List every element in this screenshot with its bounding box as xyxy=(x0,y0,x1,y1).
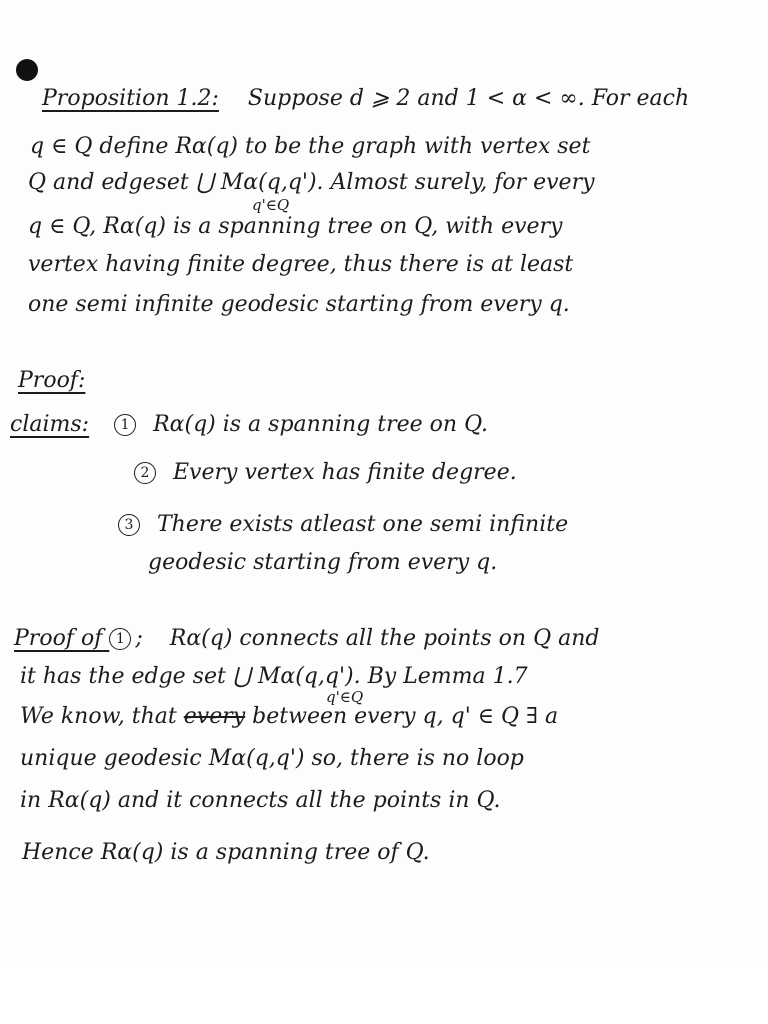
proof-of-1-union-subscript: q'∈Q xyxy=(326,688,364,706)
claim-3 xyxy=(118,512,568,538)
claims-label: claims: xyxy=(10,412,90,437)
proposition-title: Proposition 1.2: xyxy=(42,86,219,111)
proof-of-1-line-2: it has the edge set ⋃ Mα(q,q'). By Lemma 1.7 xyxy=(20,664,528,689)
claim-2-text: Every vertex has finite degree. xyxy=(173,460,517,485)
proof-of-1-line-6: Hence Rα(q) is a spanning tree of Q. xyxy=(22,840,430,865)
claim-1-text: Rα(q) is a spanning tree on Q. xyxy=(153,412,489,437)
proof-of-1-heading-colon: ; xyxy=(135,626,143,651)
claim-3-number: 3 xyxy=(118,514,140,536)
proof-of-1-line-3 xyxy=(20,704,558,730)
proposition-text-1: Suppose d ⩾ 2 and 1 < α < ∞. For each xyxy=(247,86,690,111)
proposition-line-5: vertex having finite degree, thus there is at least xyxy=(28,252,574,277)
claim-1 xyxy=(10,412,488,438)
proof-of-1-line-1 xyxy=(14,626,599,652)
proposition-line-2: q ∈ Q define Rα(q) to be the graph with vertex set xyxy=(30,134,591,159)
proof-of-1-text-3b: between every q, q' ∈ Q ∃ a xyxy=(252,704,559,729)
proof-of-1-line-4: unique geodesic Mα(q,q') so, there is no loop xyxy=(20,746,524,771)
struck-out-word: every xyxy=(183,704,246,729)
claim-2-number: 2 xyxy=(134,462,156,484)
proposition-line-1 xyxy=(42,86,689,112)
claim-3-text-a: There exists atleast one semi infinite xyxy=(157,512,569,537)
claim-1-number: 1 xyxy=(114,414,136,436)
proof-of-1-heading-number: 1 xyxy=(109,628,131,650)
binder-hole xyxy=(16,59,38,81)
proof-of-1-text-1: Rα(q) connects all the points on Q and xyxy=(169,626,600,651)
proposition-line-6: one semi infinite geodesic starting from every q. xyxy=(28,292,570,317)
page-margin-bottom xyxy=(0,968,768,1024)
proof-of-1-heading xyxy=(14,626,131,651)
claim-3-continuation: geodesic starting from every q. xyxy=(148,550,498,575)
proposition-line-4: q ∈ Q, Rα(q) is a spanning tree on Q, with every xyxy=(28,214,563,239)
proof-of-1-heading-text: Proof of xyxy=(14,626,103,651)
proposition-union-subscript: q'∈Q xyxy=(252,196,290,214)
proof-of-1-line-5: in Rα(q) and it connects all the points in Q. xyxy=(20,788,501,813)
proposition-line-3: Q and edgeset ⋃ Mα(q,q'). Almost surely, for every xyxy=(28,170,595,195)
claim-2 xyxy=(134,460,517,486)
proof-of-1-text-3a: We know, that xyxy=(20,704,177,729)
proof-heading: Proof: xyxy=(18,368,86,393)
